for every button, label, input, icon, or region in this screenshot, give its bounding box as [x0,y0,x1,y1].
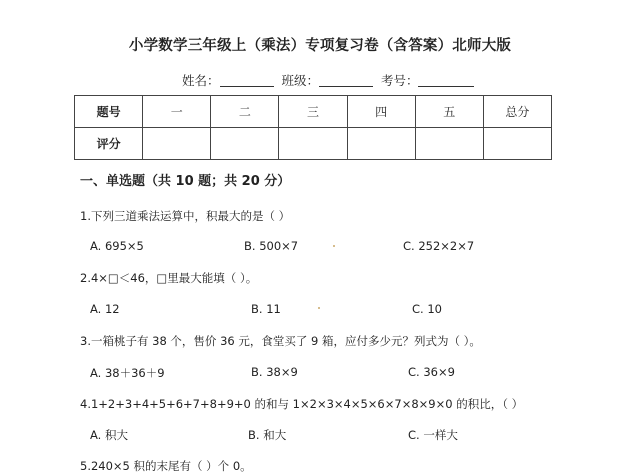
score-table-header-row [75,96,552,128]
question-2: 2.4×□＜46，□里最大能填（ ）。 [80,271,258,285]
question-4-option-a[interactable]: A. 积大 [90,428,128,442]
score-header-cell: 五 [415,96,483,128]
score-cell[interactable] [415,128,483,160]
question-2-option-a[interactable]: A. 12 [90,302,120,316]
score-cell[interactable] [483,128,551,160]
question-1: 1.下列三道乘法运算中，积最大的是（ ） [80,209,291,223]
question-4-option-c[interactable]: C. 一样大 [408,428,458,442]
question-3-option-c[interactable]: C. 36×9 [408,365,455,379]
student-info-line [182,71,474,89]
question-2-option-b[interactable]: B. 11 [251,302,281,316]
class-label: 班级： [281,73,319,88]
score-header-cell: 二 [211,96,279,128]
scan-speck [318,307,320,309]
question-4: 4.1+2+3+4+5+6+7+8+9+0 的和与 1×2×3×4×5×6×7×8×9×0 的积比，（ ） [80,397,524,411]
score-header-cell: 总分 [483,96,551,128]
question-1-option-b[interactable]: B. 500×7 [244,239,299,253]
question-2-option-c[interactable]: C. 10 [412,302,442,316]
section-heading: 一、单选题（共 10 题；共 20 分） [80,174,291,189]
score-row-label: 评分 [75,128,143,160]
question-4-option-b[interactable]: B. 和大 [248,428,287,442]
class-blank[interactable] [319,73,373,87]
score-header-cell: 四 [347,96,415,128]
question-3-option-b[interactable]: B. 38×9 [251,365,298,379]
name-blank[interactable] [220,73,274,87]
page-title: 小学数学三年级上（乘法）专项复习卷（含答案）北师大版 [128,38,512,54]
question-3-option-a[interactable]: A. 38＋36＋9 [90,366,165,380]
score-header-cell: 三 [279,96,347,128]
score-table [74,95,552,160]
score-cell[interactable] [211,128,279,160]
score-header-cell: 一 [143,96,211,128]
name-label: 姓名： [182,73,220,88]
score-table-score-row [75,128,552,160]
question-3: 3.一箱桃子有 38 个，售价 36 元，食堂买了 9 箱，应付多少元？列式为（ ）。 [80,334,481,348]
score-cell[interactable] [279,128,347,160]
question-5: 5.240×5 积的末尾有（ ）个 0。 [80,459,252,473]
question-1-option-a[interactable]: A. 695×5 [90,239,144,253]
question-1-option-c[interactable]: C. 252×2×7 [403,239,475,253]
scan-speck [333,245,335,247]
score-cell[interactable] [143,128,211,160]
score-cell[interactable] [347,128,415,160]
exam-number-blank[interactable] [418,73,474,87]
exam-number-label: 考号： [380,73,419,88]
score-header-cell: 题号 [75,96,143,128]
